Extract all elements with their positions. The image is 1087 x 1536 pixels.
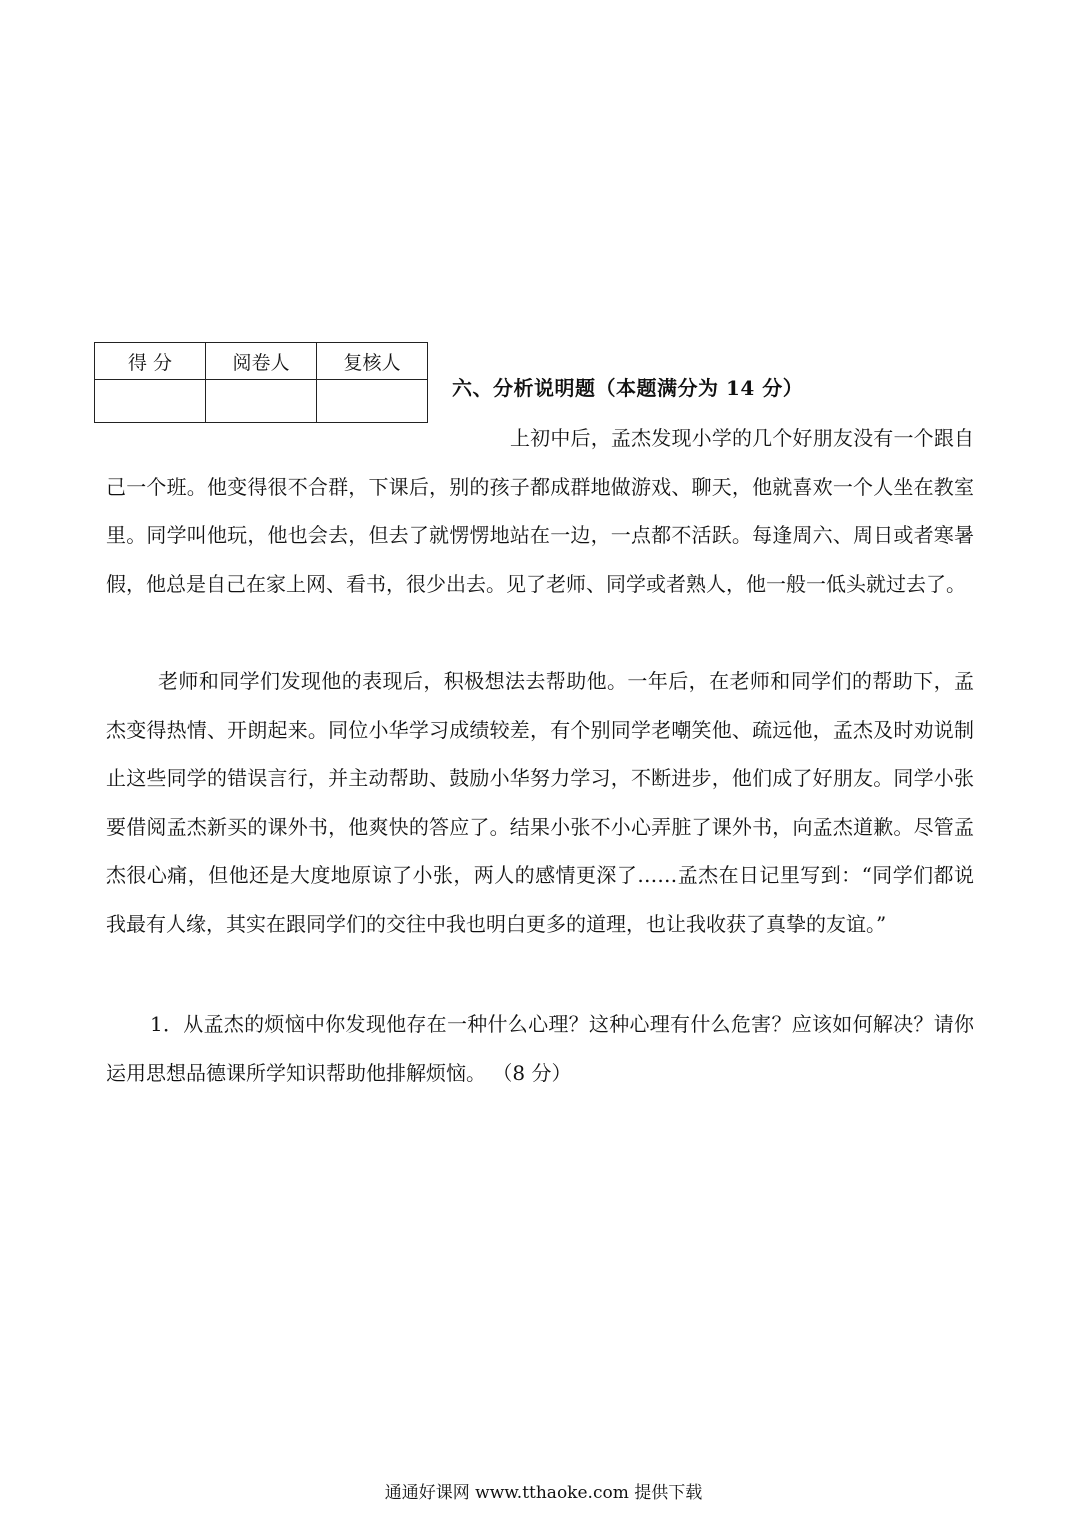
passage-paragraph-2: 老师和同学们发现他的表现后，积极想法去帮助他。一年后，在老师和同学们的帮助下，孟杰变得热情、开朗起来。同位小华学习成绩较差，有个别同学老嘲笑他、疏远他，孟杰及时劝说制止这些同学的错误言行，并主动帮助、鼓励小华努力学习，不断进步，他们成了好朋友。同学小张要借阅孟杰新买的课外书，他爽快的答应了。结果小张不小心弄脏了课外书，向孟杰道歉。尽管孟杰很心痛，但他还是大度地原谅了小张，两人的感情更深了……孟杰在日记里写到：“同学们都说我最有人缘，其实在跟同学们的交往中我也明白更多的道理，也让我收获了真挚的友谊。” [106,669,974,936]
score-table-header-row [95,343,428,380]
reviewer-header-cell: 复核人 [317,343,428,380]
score-table [94,342,428,423]
section-title: 六、分析说明题（本题满分为 14 分） [452,376,804,400]
grader-header-cell: 阅卷人 [206,343,317,380]
passage-paragraph-1: 上初中后，孟杰发现小学的几个好朋友没有一个跟自己一个班。他变得很不合群，下课后，别的孩子都成群地做游戏、聊天，他就喜欢一个人坐在教室里。同学叫他玩，他也会去，但去了就愣愣地站在一边，一点都不活跃。每逢周六、周日或者寒暑假，他总是自己在家上网、看书，很少出去。见了老师、同学或者熟人，他一般一低头就过去了。 [106,426,974,596]
page-footer: 通通好课网 www.tthaoke.com 提供下载 [384,1483,703,1503]
score-header-cell: 得 分 [95,343,206,380]
question-1: 1．从孟杰的烦恼中你发现他存在一种什么心理？这种心理有什么危害？应该如何解决？请你运用思想品德课所学知识帮助他排解烦恼。 （8 分） [106,1012,974,1085]
